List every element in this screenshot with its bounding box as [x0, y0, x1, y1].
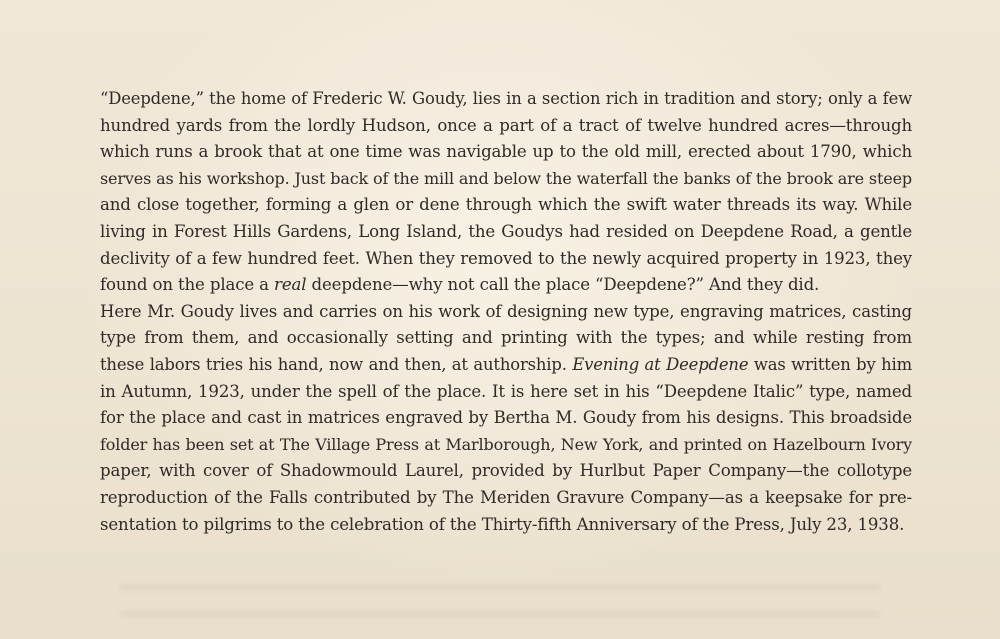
- text-line: and close together, forming a glen or dene through which the swift water threads its way. While: [100, 195, 912, 215]
- text-line: serves as his workshop. Just back of the mill and below the waterfall the banks of the brook are steep: [100, 168, 912, 188]
- text-line: hundred yards from the lordly Hudson, once a part of a tract of twelve hundred acres—through: [100, 115, 912, 135]
- text-line: “Deepdene,” the home of Frederic W. Goudy, lies in a section rich in tradition and story; only a few: [100, 89, 912, 108]
- italic-title: Evening at Deepdene: [572, 354, 749, 374]
- paragraph-2: [100, 299, 912, 538]
- text-line: [100, 352, 912, 379]
- text-line: folder has been set at The Village Press at Marlborough, New York, and printed on Hazelbourn Ivory: [100, 434, 912, 454]
- text-run: found on the place a: [100, 275, 275, 295]
- text-run: was written by him: [748, 354, 912, 374]
- colophon-text: [100, 86, 912, 538]
- italic-emphasis: real: [274, 275, 307, 295]
- text-line: Here Mr. Goudy lives and carries on his work of designing new type, engraving matrices, casting: [100, 301, 912, 321]
- show-through-texture: [120, 565, 880, 635]
- text-line: [100, 272, 912, 299]
- paragraph-1: [100, 86, 912, 299]
- text-line: reproduction of the Falls contributed by The Meriden Gravure Company—as a keepsake for pre-: [100, 487, 912, 507]
- text-run: deepdene—why not call the place “Deepdene?” And they did.: [306, 275, 820, 295]
- text-line: sentation to pilgrims to the celebration of the Thirty-fifth Anniversary of the Press, July 23, 1938.: [100, 514, 905, 534]
- text-line: living in Forest Hills Gardens, Long Island, the Goudys had resided on Deepdene Road, a gentle: [100, 221, 912, 241]
- text-line: for the place and cast in matrices engraved by Bertha M. Goudy from his designs. This broadside: [100, 408, 912, 428]
- text-line: which runs a brook that at one time was navigable up to the old mill, erected about 1790, which: [100, 142, 912, 162]
- text-run: these labors tries his hand, now and then, at authorship.: [100, 354, 573, 374]
- text-line: in Autumn, 1923, under the spell of the place. It is here set in his “Deepdene Italic” type, named: [100, 381, 912, 401]
- text-line: declivity of a few hundred feet. When they removed to the newly acquired property in 1923, they: [100, 248, 912, 268]
- text-line: paper, with cover of Shadowmould Laurel, provided by Hurlbut Paper Company—the collotype: [100, 461, 912, 481]
- text-line: type from them, and occasionally setting and printing with the types; and while resting from: [100, 328, 912, 348]
